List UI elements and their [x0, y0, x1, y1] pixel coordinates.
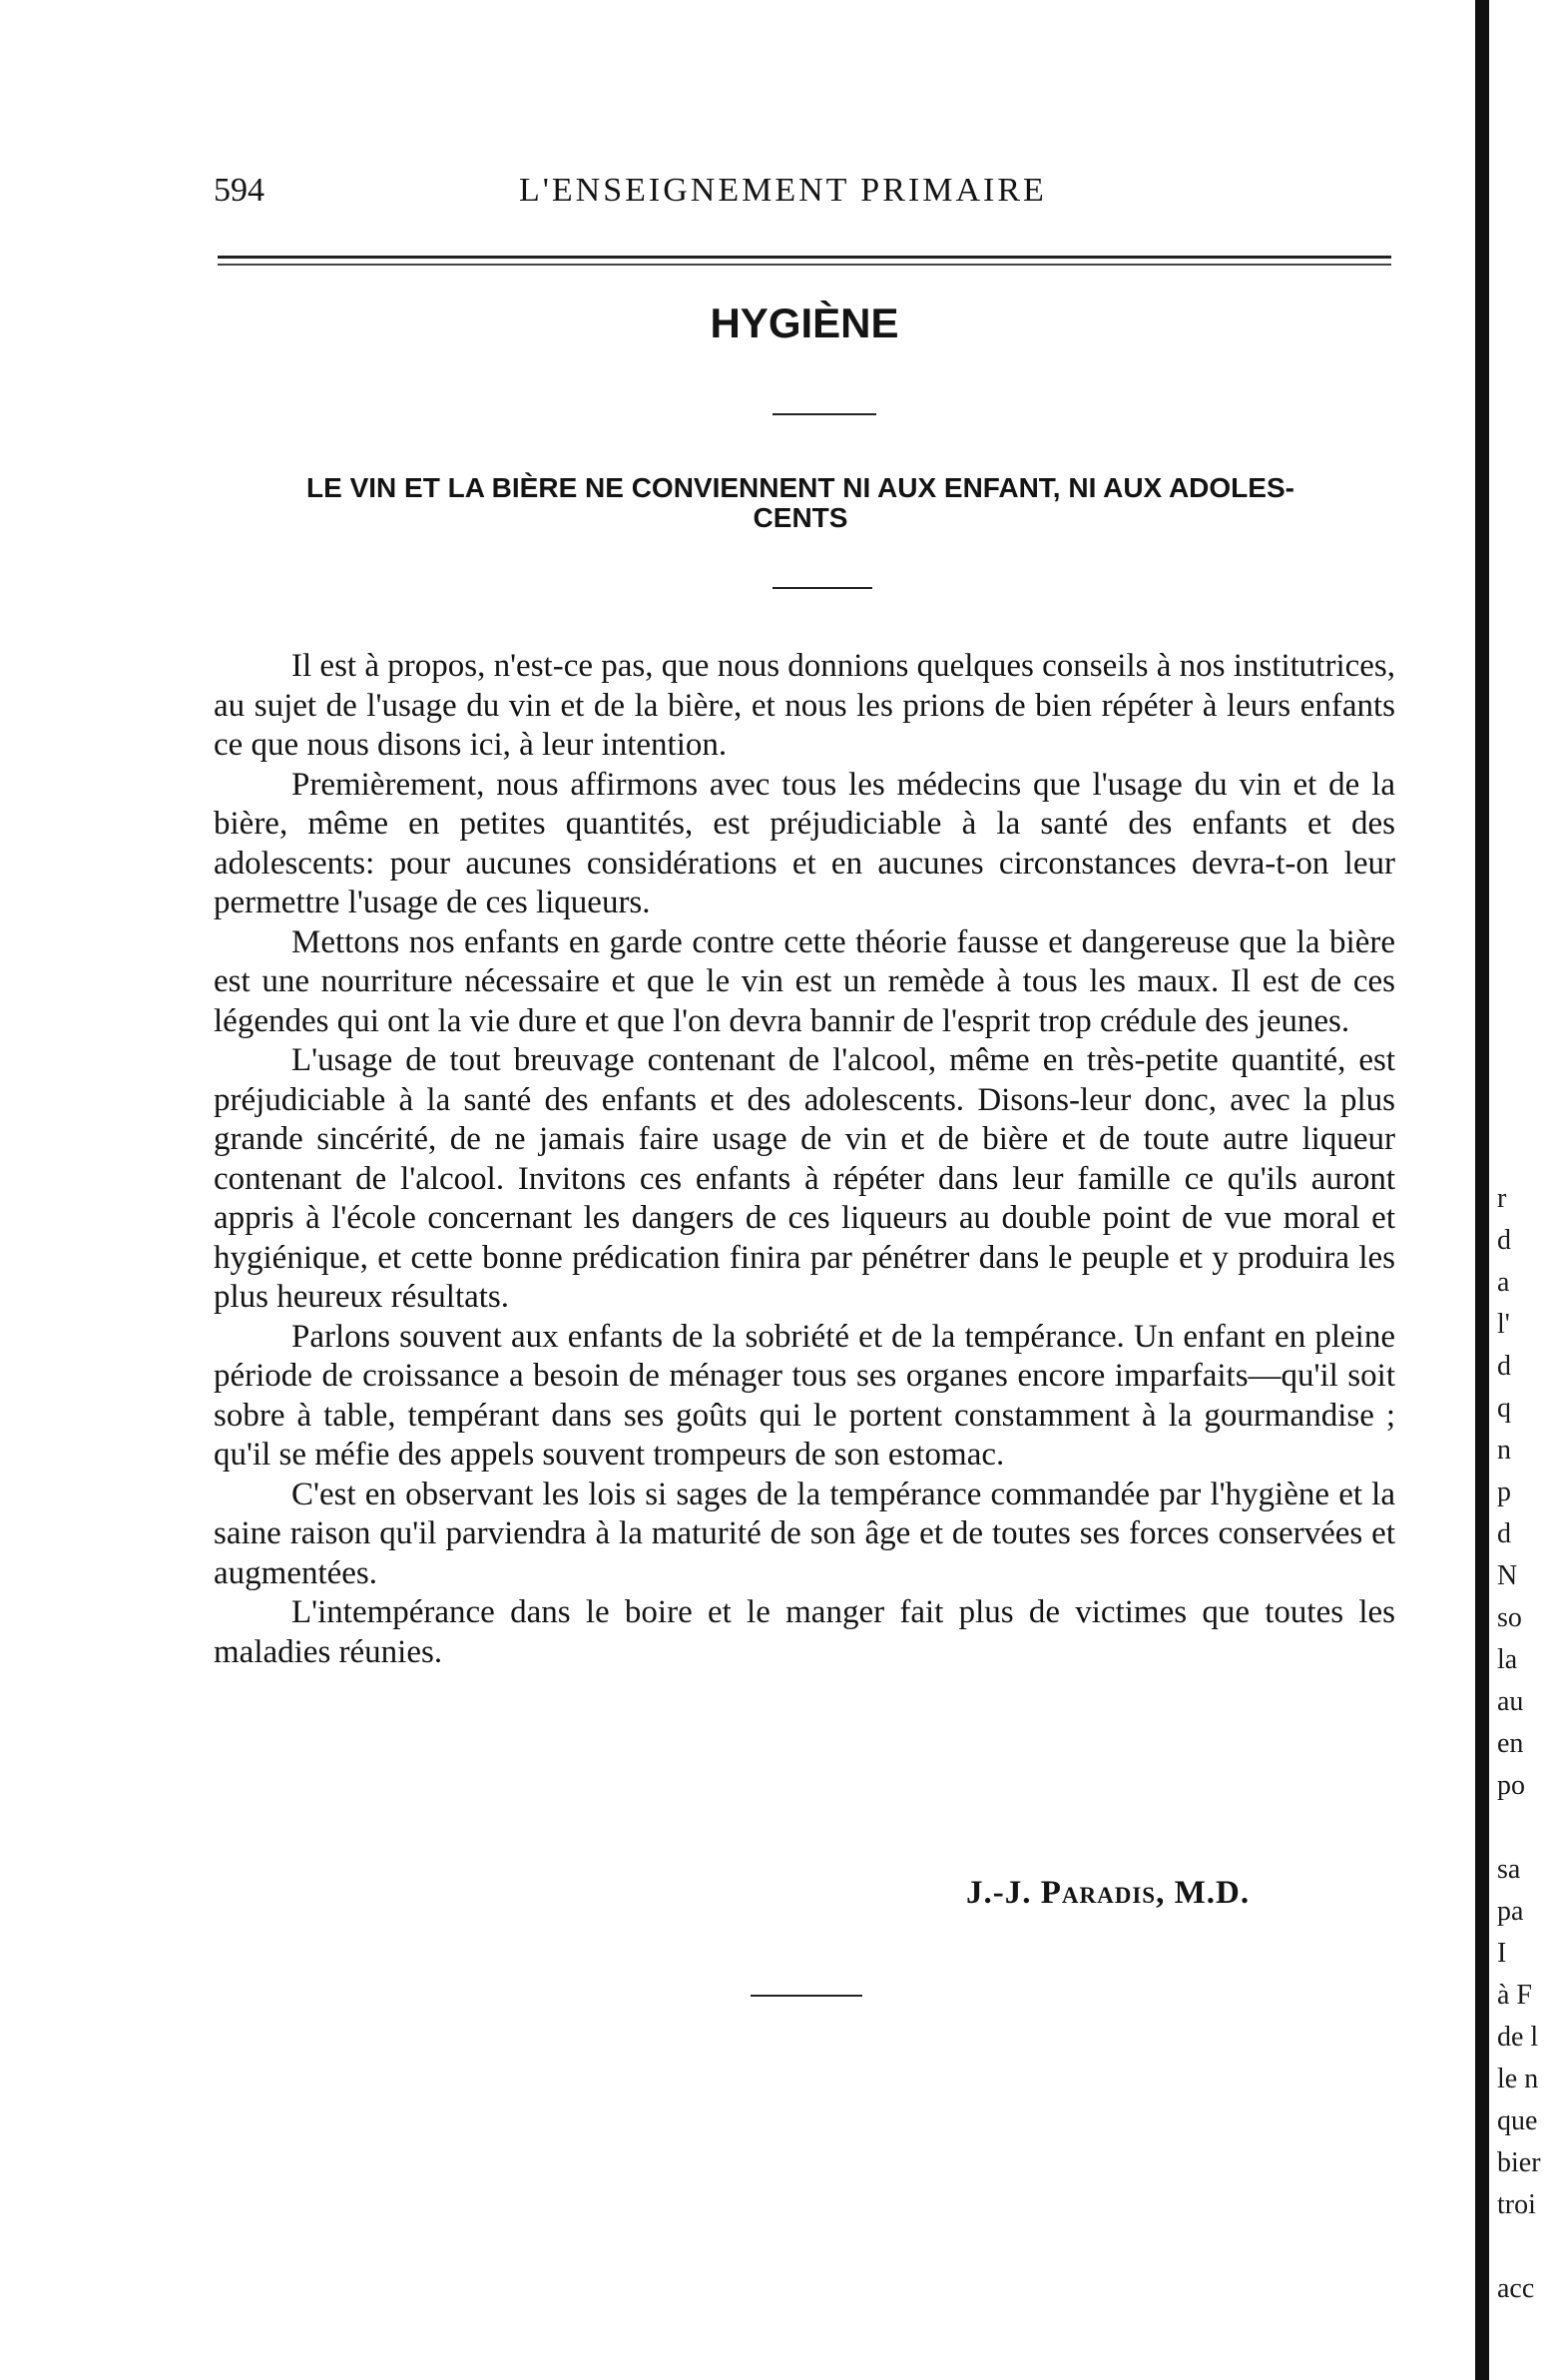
page-edge	[1475, 0, 1489, 2380]
fragment-line: q	[1497, 1393, 1511, 1424]
section-title: HYGIÈNE	[710, 299, 899, 346]
header-rule	[218, 256, 1391, 259]
fragment-line: d	[1497, 1351, 1511, 1382]
article-body	[214, 647, 1395, 1672]
fragment-line: d	[1497, 1518, 1511, 1549]
fragment-line: a	[1497, 1267, 1510, 1298]
paragraph: Il est à propos, n'est-ce pas, que nous donnions quelques conseils à nos institutrices, au sujet de l'usage du vin et de la bière, et nous les prions de bien répéter à leurs enfants ce que nous disons ici, à leur intention.	[214, 648, 1395, 763]
page-header	[214, 172, 1401, 220]
fragment-line: bier	[1497, 2147, 1541, 2178]
fragment-line: le n	[1497, 2064, 1539, 2094]
fragment-line: troi	[1497, 2189, 1536, 2220]
paragraph: L'usage de tout breuvage contenant de l'alcool, même en très-petite quantité, est préjudiciable à la santé des enfants et des adolescents. Disons-leur donc, avec la plus grande sincérité, de ne jamais faire usage de vin et de bière et de toute autre liqueur contenant de l'alcool. Invitons ces enfants à répéter dans leur famille ce qu'ils auront appris à l'école concernant les dangers de ces liqueurs au double point de vue moral et hygiénique, et cette bonne prédication finira par pénétrer dans le peuple et y produira les plus heureux résultats.	[214, 1042, 1395, 1315]
fragment-line: sa	[1497, 1854, 1521, 1885]
fragment-line: p	[1497, 1477, 1511, 1507]
header-rule-thin	[218, 264, 1391, 266]
signature-name: Paradis,	[1040, 1875, 1166, 1911]
fragment-line: n	[1497, 1435, 1511, 1466]
signature-degree: M.D.	[1174, 1875, 1251, 1911]
paragraph: Mettons nos enfants en garde contre cette théorie fausse et dangereuse que la bière est une nourriture nécessaire et que le vin est un remède à tous les maux. Il est de ces légendes qui ont la vie dure et que l'on devra bannir de l'esprit trop crédule des jeunes.	[214, 923, 1395, 1039]
fragment-line: N	[1497, 1560, 1518, 1591]
paragraph: Parlons souvent aux enfants de la sobriété et de la tempérance. Un enfant en pleine période de croissance a besoin de ménager tous ses organes encore imparfaits—qu'il soit sobre à table, tempérant dans ses goûts qui le portent constamment à la gourmandise ; qu'il se méfie des appels souvent trompeurs de son estomac.	[214, 1318, 1395, 1473]
author-signature	[966, 1875, 1250, 1912]
end-divider	[751, 1995, 862, 1997]
fragment-line: en	[1497, 1728, 1524, 1759]
fragment-line: po	[1497, 1770, 1525, 1801]
paragraph: Premièrement, nous affirmons avec tous les médecins que l'usage du vin et de la bière, même en petites quantités, est préjudiciable à la santé des enfants et des adolescents: pour aucunes considérations et en aucunes circonstances devra-t-on leur permettre l'usage de ces liqueurs.	[214, 766, 1395, 920]
article-subtitle	[214, 473, 1387, 533]
fragment-line: de l	[1497, 2022, 1539, 2053]
subtitle-line: LE VIN ET LA BIÈRE NE CONVIENNENT NI AUX ENFANT, NI AUX ADOLES-	[306, 472, 1294, 503]
fragment-line: à F	[1497, 1980, 1532, 2011]
fragment-line: acc	[1497, 2273, 1535, 2304]
fragment-line: r	[1497, 1183, 1507, 1214]
fragment-line: I	[1497, 1938, 1507, 1969]
signature-initials: J.-J.	[966, 1875, 1032, 1911]
paragraph: C'est en observant les lois si sages de la tempérance commandée par l'hygiène et la saine raison qu'il parviendra à la maturité de son âge et de toutes ses forces conservées et augmentées.	[214, 1476, 1395, 1591]
fragment-line: pa	[1497, 1896, 1524, 1927]
fragment-line: que	[1497, 2105, 1538, 2136]
fragment-line: la	[1497, 1644, 1518, 1675]
fragment-line: l'	[1497, 1309, 1510, 1340]
page-number: 594	[214, 172, 264, 209]
subtitle-line: CENTS	[753, 502, 848, 533]
running-title: L'ENSEIGNEMENT PRIMAIRE	[519, 172, 1047, 209]
fragment-line	[1497, 1807, 1549, 1849]
paragraph: L'intempérance dans le boire et le manger fait plus de victimes que toutes les maladies réunies.	[214, 1594, 1395, 1670]
fragment-line: au	[1497, 1686, 1524, 1717]
fragment-line	[1497, 2226, 1549, 2268]
subtitle-divider	[773, 587, 872, 589]
next-page-fragments	[1497, 1178, 1549, 2310]
title-divider	[773, 413, 876, 415]
fragment-line: so	[1497, 1602, 1522, 1633]
fragment-line: d	[1497, 1225, 1511, 1256]
